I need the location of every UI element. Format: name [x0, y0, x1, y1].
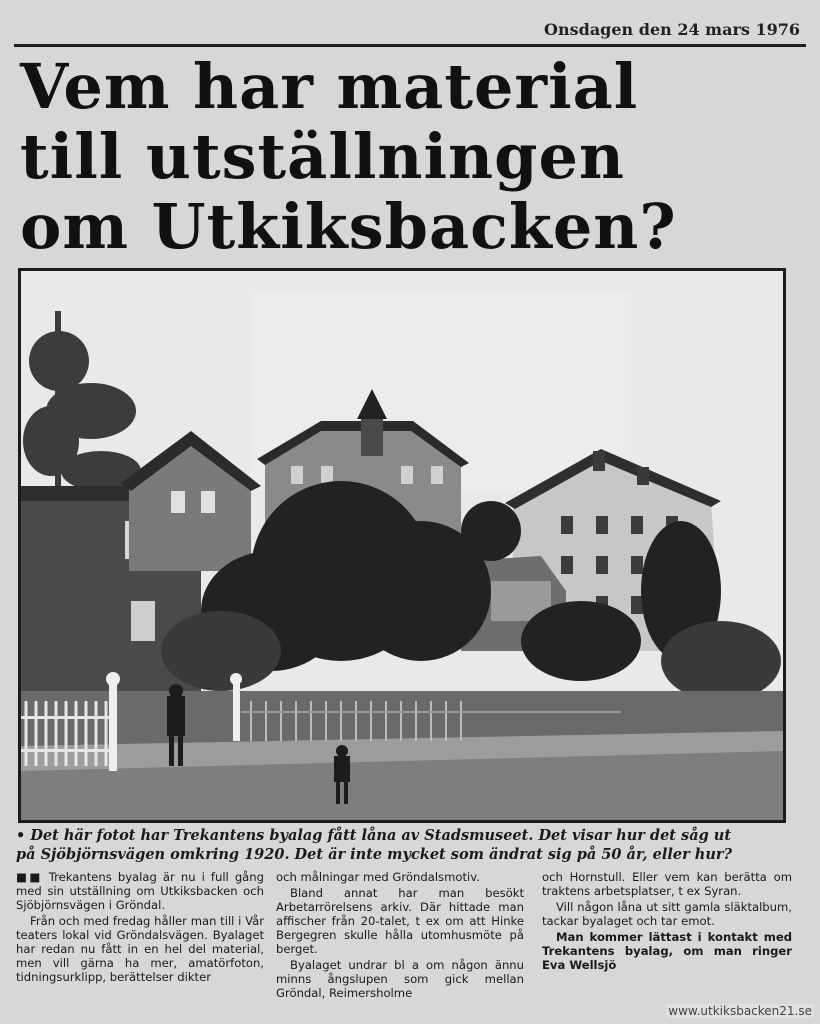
article-column-3: [542, 870, 792, 974]
historic-photo: [18, 268, 786, 823]
article-column-2: [276, 870, 524, 1002]
headline-line-2: till utställningen: [20, 120, 626, 193]
photo-illustration: [21, 271, 783, 820]
dateline: Onsdagen den 24 mars 1976: [544, 20, 800, 39]
photo-caption: [16, 826, 806, 864]
headline-line-1: Vem har material: [20, 50, 639, 123]
article-paragraph: och Hornstull. Eller vem kan berätta om traktens arbetsplatser, t ex Syran.: [542, 870, 792, 898]
article-paragraph: ■■ Trekantens byalag är nu i full gång med sin utställning om Utkiksbacken och Sjöbjörnsvägen i Gröndal.: [16, 870, 264, 912]
headline: [20, 52, 810, 262]
caption-line-2: på Sjöbjörnsvägen omkring 1920. Det är inte mycket som ändrat sig på 50 år, eller hur?: [16, 846, 733, 863]
article-paragraph: Vill någon låna ut sitt gamla släktalbum, tackar byalaget och tar emot.: [542, 900, 792, 928]
article-paragraph: och målningar med Gröndalsmotiv.: [276, 870, 480, 884]
article-paragraph-bold: Man kommer lättast i kontakt med Trekantens byalag, om man ringer Eva Wellsjö: [542, 930, 792, 972]
article-paragraph: Byalaget undrar bl a om någon ännu minns ångslupen som gick mellan Gröndal, Reimersholme: [276, 958, 524, 1000]
article-paragraph: Från och med fredag håller man till i Vår teaters lokal vid Gröndalsvägen. Byalaget har redan nu fått in en hel del material, men vill gärna ha mer, amatörfoton, tidningsurklipp, berättelser dikter: [16, 914, 264, 984]
article-paragraph: Bland annat har man besökt Arbetarrörelsens arkiv. Där hittade man affischer från 20-talet, t ex om att Hinke Bergegren skulle hålla utomhusmöte på berget.: [276, 886, 524, 956]
headline-line-3: om Utkiksbacken?: [20, 190, 677, 263]
article-column-1: [16, 870, 264, 986]
caption-line-1: • Det här fotot har Trekantens byalag fått låna av Stadsmuseet. Det visar hur det såg ut: [16, 827, 732, 844]
top-rule: [14, 44, 806, 47]
watermark: www.utkiksbacken21.se: [668, 1004, 812, 1018]
